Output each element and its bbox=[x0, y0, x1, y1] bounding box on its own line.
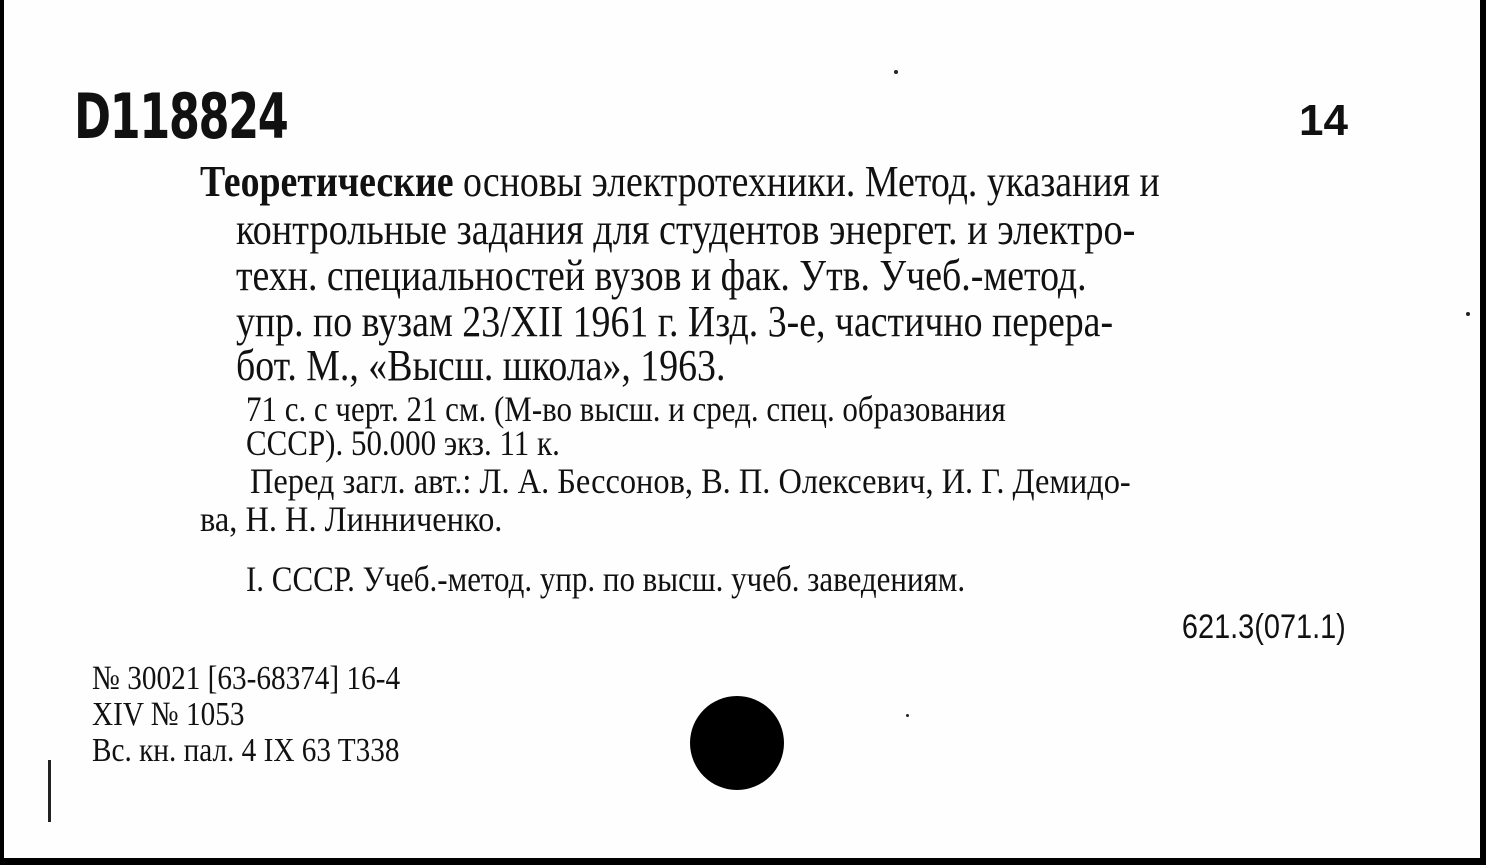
body-line: упр. по вузам 23/XII 1961 г. Изд. 3-е, частично перера- bbox=[236, 297, 1114, 346]
title-rest: основы электротехники. Метод. указания и bbox=[462, 157, 1160, 206]
catalog-card bbox=[4, 0, 1483, 858]
card-number: 14 bbox=[1299, 96, 1348, 145]
title-line bbox=[200, 156, 1160, 207]
punch-hole bbox=[690, 696, 784, 790]
registry-line: Вс. кн. пал. 4 IX 63 T338 bbox=[92, 732, 400, 769]
body-line: техн. специальностей вузов и фак. Утв. Учеб.-метод. bbox=[236, 251, 1087, 300]
body-line: бот. М., «Высш. школа», 1963. bbox=[236, 341, 726, 390]
body-line: контрольные задания для студентов энергет. и электро- bbox=[236, 205, 1136, 254]
dust-speck bbox=[1466, 312, 1470, 316]
collation-line: СССР). 50.000 экз. 11 к. bbox=[246, 423, 560, 463]
subject-heading: I. СССР. Учеб.-метод. упр. по высш. учеб. заведениям. bbox=[246, 559, 966, 599]
authors-line: Перед загл. авт.: Л. А. Бессонов, В. П. Олексевич, И. Г. Демидо- bbox=[250, 461, 1131, 501]
dust-speck bbox=[894, 70, 898, 74]
registry-line: XIV № 1053 bbox=[92, 696, 245, 733]
udc-code: 621.3(071.1) bbox=[1182, 608, 1346, 646]
title-bold: Теоретические bbox=[200, 157, 454, 206]
shelfmark: D118824 bbox=[74, 80, 288, 153]
authors-line: ва, Н. Н. Линниченко. bbox=[200, 499, 503, 539]
registry-line: № 30021 [63-68374] 16-4 bbox=[92, 660, 401, 697]
collation-line: 71 с. с черт. 21 см. (М-во высш. и сред. спец. образования bbox=[246, 389, 1006, 429]
edge-mark bbox=[48, 760, 51, 822]
dust-speck bbox=[906, 714, 909, 717]
